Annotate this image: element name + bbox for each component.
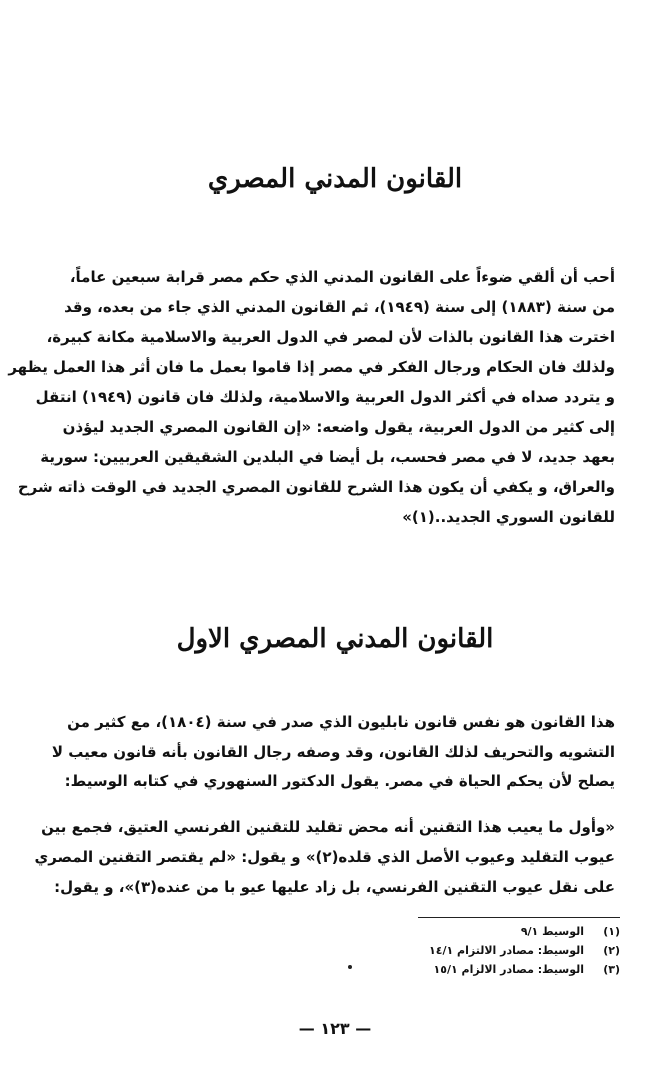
footnote-item (360, 941, 620, 960)
footnote-number: (١) (603, 925, 620, 938)
text-line: أحب أن ألقي ضوءاً على القانون المدني الذي حكم مصر قرابة سبعين عاماً، (69, 268, 615, 286)
text-line: ولذلك فان الحكام ورجال الفكر في مصر إذا قاموا بعمل ما فان أثر هذا العمل يظهر (8, 358, 615, 376)
text-line: بعهد جديد، لا في مصر فحسب، بل أيضا في البلدين الشقيقين العربيين: سورية (40, 448, 615, 466)
footnotes (360, 922, 620, 979)
footnote-text: الوسيط: مصادر الالتزام ١٤/١ (429, 944, 584, 957)
text-line: التشويه والتحريف لذلك القانون، وقد وصفه رجال القانون بأنه قانون معيب لا (51, 742, 615, 761)
section-heading-egyptian-civil-law: القانون المدني المصري (207, 164, 463, 194)
footnote-text: الوسيط: مصادر الالزام ١٥/١ (433, 963, 584, 976)
footnote-number: (٣) (603, 963, 620, 976)
text-line: و يتردد صداه في أكثر الدول العربية والاسلامية، ولذلك فان قانون (١٩٤٩) انتقل (35, 388, 615, 406)
section-heading-first-egyptian-civil-law: القانون المدني المصري الاول (176, 624, 494, 654)
footnote-number: (٢) (603, 944, 620, 957)
page-number: — ١٢٣ — (298, 1019, 372, 1038)
footnote-item (360, 922, 620, 941)
text-line: على نقل عيوب التقنين الفرنسي، بل زاد عليها عيو با من عنده(٣)»، و يقول: (54, 878, 615, 896)
text-line: اخترت هذا القانون بالذات لأن لمصر في الدول العربية والاسلامية مكانة كبيرة، (46, 328, 615, 346)
text-line: يصلح لأن يحكم الحياة في مصر. يقول الدكتور السنهوري في كتابه الوسيط: (64, 772, 615, 790)
footnote-divider (418, 917, 620, 918)
text-line: إلى كثير من الدول العربية، يقول واضعه: «إن القانون المصري الجديد ليؤذن (62, 418, 615, 436)
paragraph-introduction (8, 262, 615, 532)
footnote-item (360, 960, 620, 979)
text-line: «وأول ما يعيب هذا التقنين أنه محض تقليد للتقنين الفرنسي العتيق، فجمع بين (41, 818, 615, 836)
text-line: والعراق، و يكفي أن يكون هذا الشرح للقانون المصري الجديد في الوقت ذاته شرح (17, 478, 615, 496)
text-line: من سنة (١٨٨٣) إلى سنة (١٩٤٩)، ثم القانون المدني الذي جاء من بعده، وقد (64, 298, 615, 316)
paragraph-napoleon-code (50, 708, 615, 797)
footnote-text: الوسيط ٩/١ (520, 925, 584, 938)
text-line: هذا القانون هو نفس قانون نابليون الذي صدر في سنة (١٨٠٤)، مع كثير من (67, 713, 615, 731)
text-line: عيوب التقليد وعيوب الأصل الذي قلده(٢)» و يقول: «لم يقتصر التقنين المصري (34, 848, 615, 866)
text-line: للقانون السوري الجديد..(١)» (402, 508, 615, 526)
paragraph-quotation (34, 812, 615, 902)
stray-dot-mark (348, 965, 352, 969)
